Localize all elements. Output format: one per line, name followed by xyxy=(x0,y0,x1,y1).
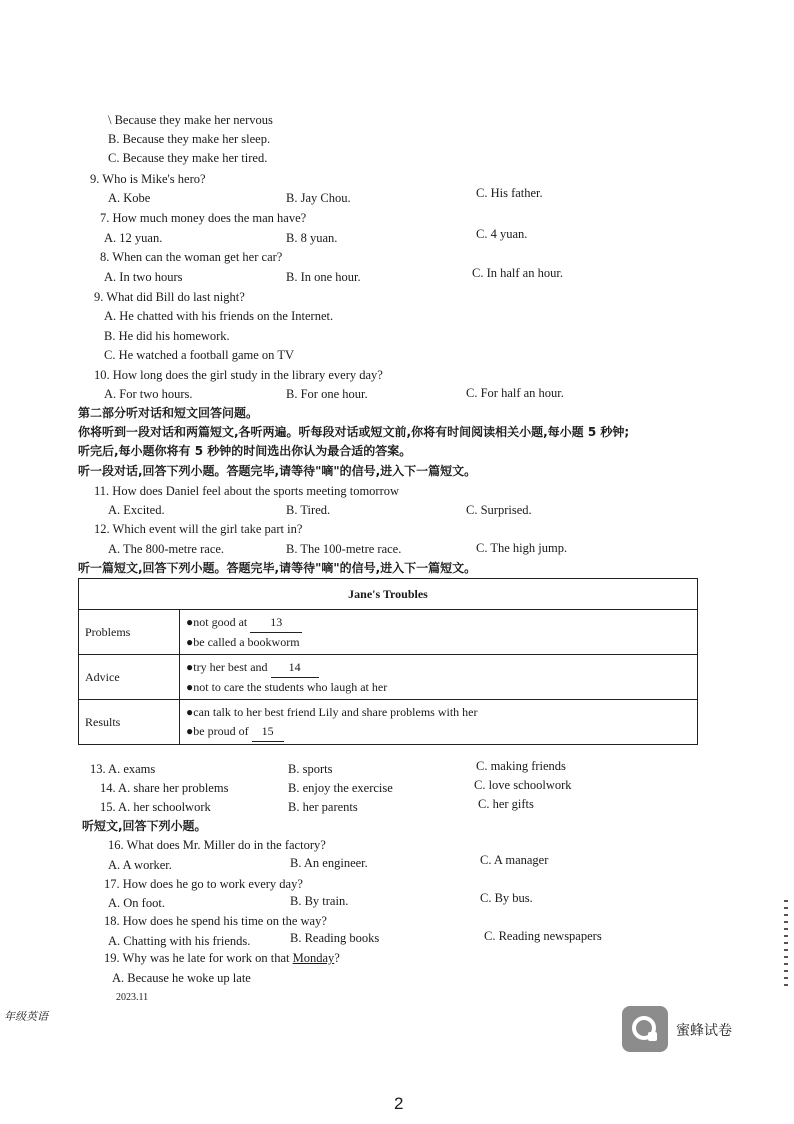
option-b: B. enjoy the exercise xyxy=(288,781,393,795)
option-c: C. Reading newspapers xyxy=(484,929,602,943)
passage-intro: 听短文,回答下列小题。 xyxy=(82,819,207,833)
table-title: Jane's Troubles xyxy=(79,579,698,610)
section-instruction: 你将听到一段对话和两篇短文,各听两遍。听每段对话或短文前,你将有时间阅读相关小题,每小题 5 秒钟; xyxy=(78,425,630,439)
option-a: A. He chatted with his friends on the Internet. xyxy=(104,309,334,323)
table-row xyxy=(79,700,698,745)
blank-13: 13 xyxy=(250,613,302,633)
option-c: C. His father. xyxy=(476,186,543,200)
table-row xyxy=(79,655,698,700)
option-a: A. Excited. xyxy=(108,503,165,517)
option-c: C. By bus. xyxy=(480,891,533,905)
section-instruction: 听完后,每小题你将有 5 秒钟的时间选出你认为最合适的答案。 xyxy=(78,444,412,458)
option-c: C. Surprised. xyxy=(466,503,532,517)
option-b: B. An engineer. xyxy=(290,856,368,870)
row-content xyxy=(180,655,698,700)
option-b: B. Jay Chou. xyxy=(286,191,351,205)
option-a: A. 12 yuan. xyxy=(104,231,163,245)
dialog-intro: 听一段对话,回答下列小题。答题完毕,请等待"嘀"的信号,进入下一篇短文。 xyxy=(78,464,477,478)
question-stem: 11. How does Daniel feel about the sports meeting tomorrow xyxy=(94,484,400,498)
row-label: Results xyxy=(79,700,180,745)
question-stem: 10. How long does the girl study in the library every day? xyxy=(94,368,383,382)
question-stem: 16. What does Mr. Miller do in the factory? xyxy=(108,838,326,852)
option-c: C. In half an hour. xyxy=(472,266,563,280)
row-text: ●can talk to her best friend Lily and share problems with her xyxy=(186,704,478,719)
date-stamp: 2023.11 xyxy=(116,992,149,1003)
brand-logo xyxy=(622,1006,668,1052)
section-title: 第二部分听对话和短文回答问题。 xyxy=(78,406,259,420)
blank-14: 14 xyxy=(271,658,319,678)
row-label: Advice xyxy=(79,655,180,700)
blank-15: 15 xyxy=(252,722,284,742)
question-stem: 9. What did Bill do last night? xyxy=(94,290,245,304)
option-c: C. love schoolwork xyxy=(474,778,572,792)
option-c: C. making friends xyxy=(476,759,566,773)
option-c: C. Because they make her tired. xyxy=(108,151,268,165)
row-content xyxy=(180,700,698,745)
footer-left-label: 年级英语 xyxy=(4,1011,48,1023)
option-c: C. 4 yuan. xyxy=(476,227,528,241)
row-text: ●not to care the students who laugh at her xyxy=(186,679,388,694)
row-text: ●be proud of xyxy=(186,723,249,738)
row-content xyxy=(180,610,698,655)
option-b: B. her parents xyxy=(288,800,358,814)
janes-troubles-table xyxy=(78,578,698,745)
question-stem: 9. Who is Mike's hero? xyxy=(90,172,206,186)
stem-underlined: Monday xyxy=(292,951,335,965)
option-a: 15. A. her schoolwork xyxy=(100,800,211,814)
question-stem: 18. How does he spend his time on the way? xyxy=(104,914,327,928)
option-a: 14. A. share her problems xyxy=(100,781,229,795)
option-a: A. For two hours. xyxy=(104,387,193,401)
option-a: A. The 800-metre race. xyxy=(108,542,225,556)
option-a: \ Because they make her nervous xyxy=(108,113,273,127)
passage-intro: 听一篇短文,回答下列小题。答题完毕,请等待"嘀"的信号,进入下一篇短文。 xyxy=(78,561,477,575)
question-stem: 7. How much money does the man have? xyxy=(100,211,307,225)
option-b: B. Reading books xyxy=(290,931,380,945)
option-c: C. her gifts xyxy=(478,797,534,811)
option-a: A. Because he woke up late xyxy=(112,971,251,985)
option-a: A. On foot. xyxy=(108,896,165,910)
option-c: C. A manager xyxy=(480,853,549,867)
option-a: A. A worker. xyxy=(108,858,172,872)
option-b: B. Because they make her sleep. xyxy=(108,132,271,146)
option-b: B. Tired. xyxy=(286,503,331,517)
table-row xyxy=(79,610,698,655)
row-text: ●be called a bookworm xyxy=(186,634,300,649)
option-a: A. Chatting with his friends. xyxy=(108,934,251,948)
stem-text: ? xyxy=(334,951,340,965)
option-a: A. Kobe xyxy=(108,191,151,205)
option-b: B. sports xyxy=(288,762,333,776)
page-number: 2 xyxy=(394,1094,404,1113)
option-b: B. He did his homework. xyxy=(104,329,230,343)
binding-dots xyxy=(784,900,788,990)
row-label: Problems xyxy=(79,610,180,655)
option-c: C. For half an hour. xyxy=(466,386,564,400)
question-stem: 17. How does he go to work every day? xyxy=(104,877,303,891)
row-text: ●try her best and xyxy=(186,659,268,674)
option-b: B. By train. xyxy=(290,894,349,908)
row-text: ●not good at xyxy=(186,614,248,629)
option-b: B. In one hour. xyxy=(286,270,361,284)
brand-name: 蜜蜂试卷 xyxy=(676,1023,732,1039)
option-c: C. The high jump. xyxy=(476,541,568,555)
bee-logo-icon xyxy=(630,1014,660,1044)
stem-text: 19. Why was he late for work on that xyxy=(104,951,290,965)
option-b: B. The 100-metre race. xyxy=(286,542,402,556)
question-stem: 12. Which event will the girl take part in? xyxy=(94,522,303,536)
question-stem: 8. When can the woman get her car? xyxy=(100,250,283,264)
question-stem xyxy=(104,950,340,966)
option-a: A. In two hours xyxy=(104,270,183,284)
option-b: B. For one hour. xyxy=(286,387,368,401)
option-a: 13. A. exams xyxy=(90,762,156,776)
option-c: C. He watched a football game on TV xyxy=(104,348,294,362)
option-b: B. 8 yuan. xyxy=(286,231,338,245)
